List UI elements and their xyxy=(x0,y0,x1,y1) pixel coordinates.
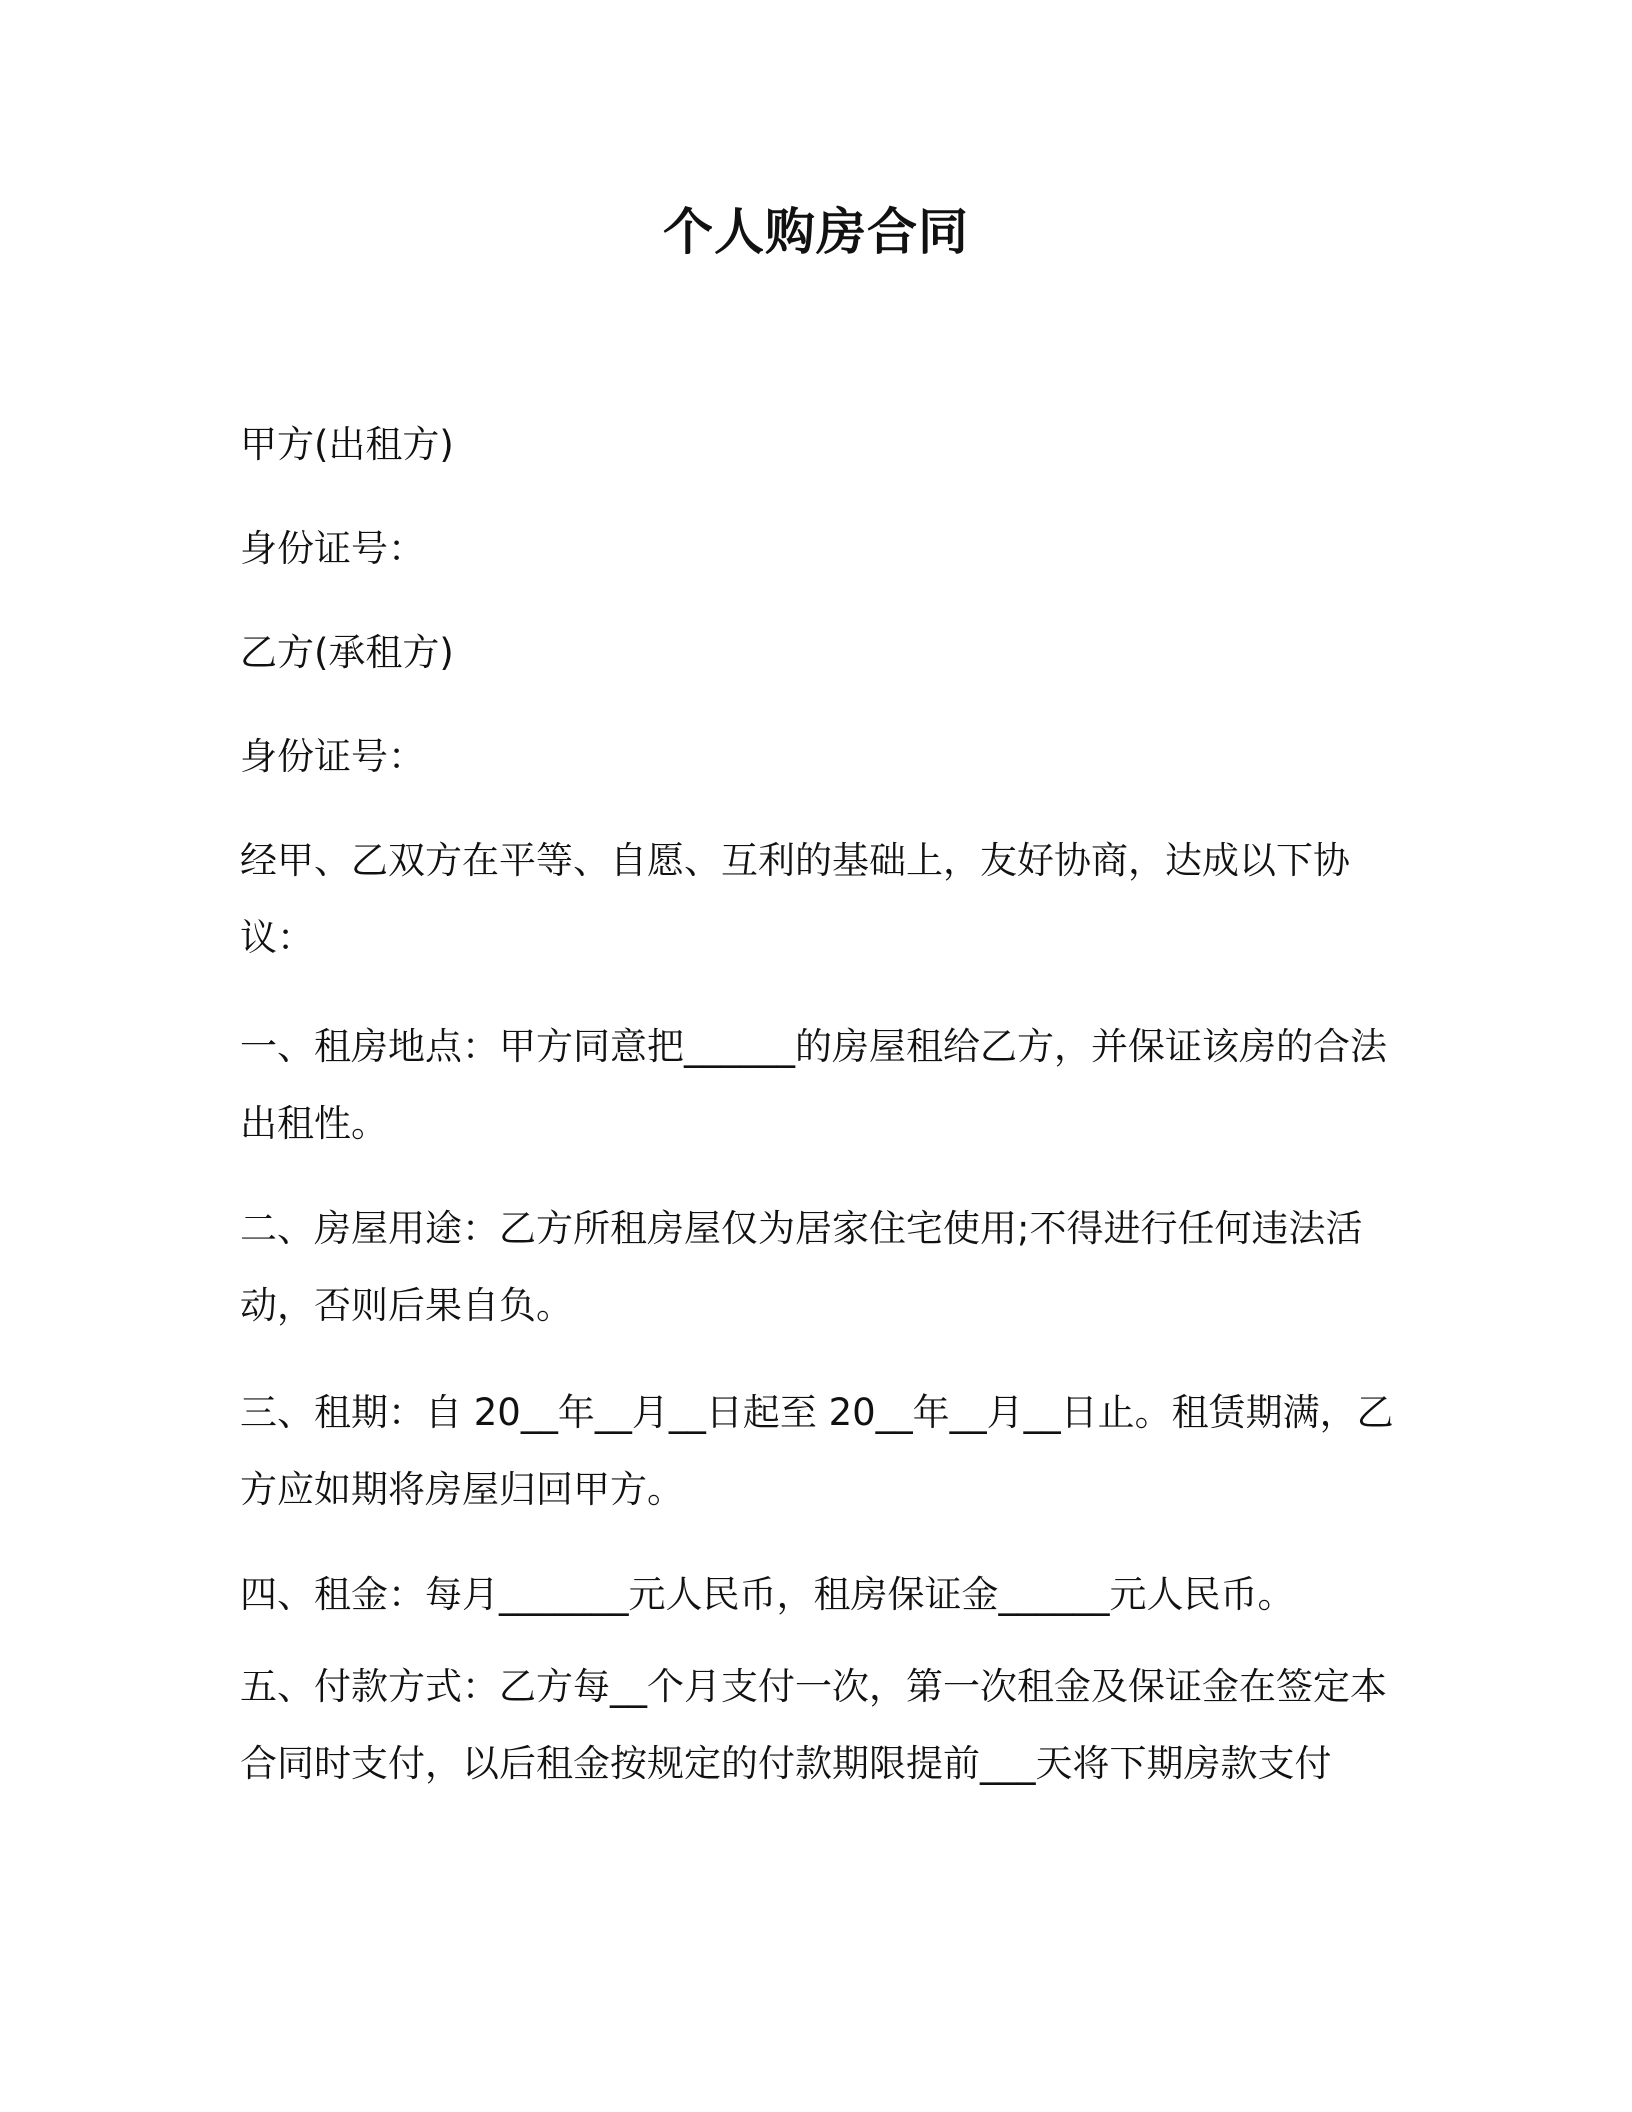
agreement-intro: 经甲、乙双方在平等、自愿、互利的基础上，友好协商，达成以下协议： xyxy=(240,839,1350,959)
party-b-id-label: 身份证号： xyxy=(240,735,425,778)
clause-term: 三、租期：自 20__年__月__日起至 20__年__月__日止。租赁期满，乙方应如期将房屋归回甲方。 xyxy=(240,1391,1394,1511)
clause-rent: 四、租金：每月_______元人民币，租房保证金______元人民币。 xyxy=(240,1573,1295,1616)
clause-payment: 五、付款方式：乙方每__个月支付一次，第一次租金及保证金在签定本合同时支付，以后租金按规定的付款期限提前___天将下期房款支付 xyxy=(240,1665,1387,1785)
party-b-label: 乙方(承租方) xyxy=(240,631,454,674)
party-a-label: 甲方(出租方) xyxy=(240,423,454,466)
document-title: 个人购房合同 xyxy=(663,203,969,261)
clause-location: 一、租房地点：甲方同意把______的房屋租给乙方，并保证该房的合法出租性。 xyxy=(240,1025,1387,1145)
party-a-id-label: 身份证号： xyxy=(240,527,425,570)
clause-usage: 二、房屋用途：乙方所租房屋仅为居家住宅使用;不得进行任何违法活动，否则后果自负。 xyxy=(240,1207,1363,1327)
